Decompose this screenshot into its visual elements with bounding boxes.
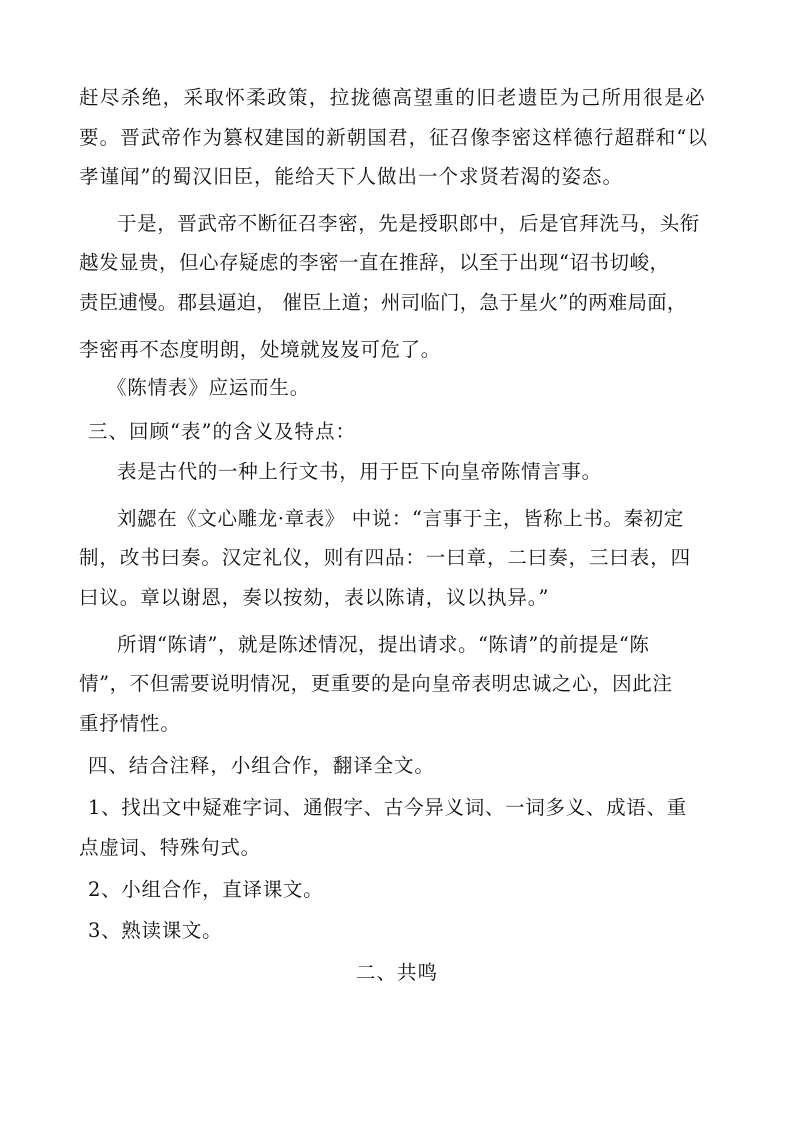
summons-line-2: 越发显贵，但心存疑虑的李密一直在推辞，以至于出现“诏书切峻， <box>79 251 670 274</box>
summons-line-4: 李密再不态度明朗，处境就岌岌可危了。 <box>79 338 441 361</box>
task-item-1-line-1: 1、找出文中疑难字词、通假字、古今异义词、一词多义、成语、重 <box>88 796 687 819</box>
explanation-line-2: 情”，不但需要说明情况，更重要的是向皇帝表明忠诚之心，因此注 <box>79 672 673 695</box>
liuxie-quote-line-1: 刘勰在《文心雕龙·章表》 中说：“言事于主，皆称上书。秦初定 <box>117 507 684 530</box>
section-four-heading: 四、结合注释，小组合作，翻译全文。 <box>88 754 435 777</box>
next-section-title: 二、共鸣 <box>355 961 438 984</box>
task-item-3: 3、熟读课文。 <box>88 919 223 942</box>
summons-line-1: 于是，晋武帝不断征召李密，先是授职郎中，后是官拜洗马，头衔 <box>117 212 700 235</box>
context-line-1: 赶尽杀绝，采取怀柔政策，拉拢德高望重的旧老遗臣为己所用很是必 <box>79 86 707 109</box>
context-line-2: 要。晋武帝作为篡权建国的新朝国君，征召像李密这样德行超群和“以 <box>79 126 709 149</box>
explanation-line-1: 所谓“陈请”，就是陈述情况，提出请求。“陈请”的前提是“陈 <box>117 633 650 656</box>
summons-line-3: 责臣逋慢。郡县逼迫， 催臣上道；州司临门，急于星火”的两难局面， <box>79 291 687 314</box>
task-item-1-line-2: 点虚词、特殊句式。 <box>79 836 261 859</box>
origin-line: 《陈情表》应运而生。 <box>107 376 311 399</box>
table-definition: 表是古代的一种上行文书，用于臣下向皇帝陈情言事。 <box>117 460 602 483</box>
liuxie-quote-line-3: 曰议。章以谢恩，奏以按劾，表以陈请，议以执异。” <box>79 586 550 609</box>
liuxie-quote-line-2: 制，改书曰奏。汉定礼仪，则有四品：一曰章，二曰奏，三曰表，四 <box>79 546 692 569</box>
task-item-2: 2、小组合作，直译课文。 <box>88 878 324 901</box>
section-three-heading: 三、回顾“表”的含义及特点： <box>88 420 356 443</box>
context-line-3: 孝谨闻”的蜀汉旧臣，能给天下人做出一个求贤若渴的姿态。 <box>79 165 623 188</box>
explanation-line-3: 重抒情性。 <box>79 712 181 735</box>
